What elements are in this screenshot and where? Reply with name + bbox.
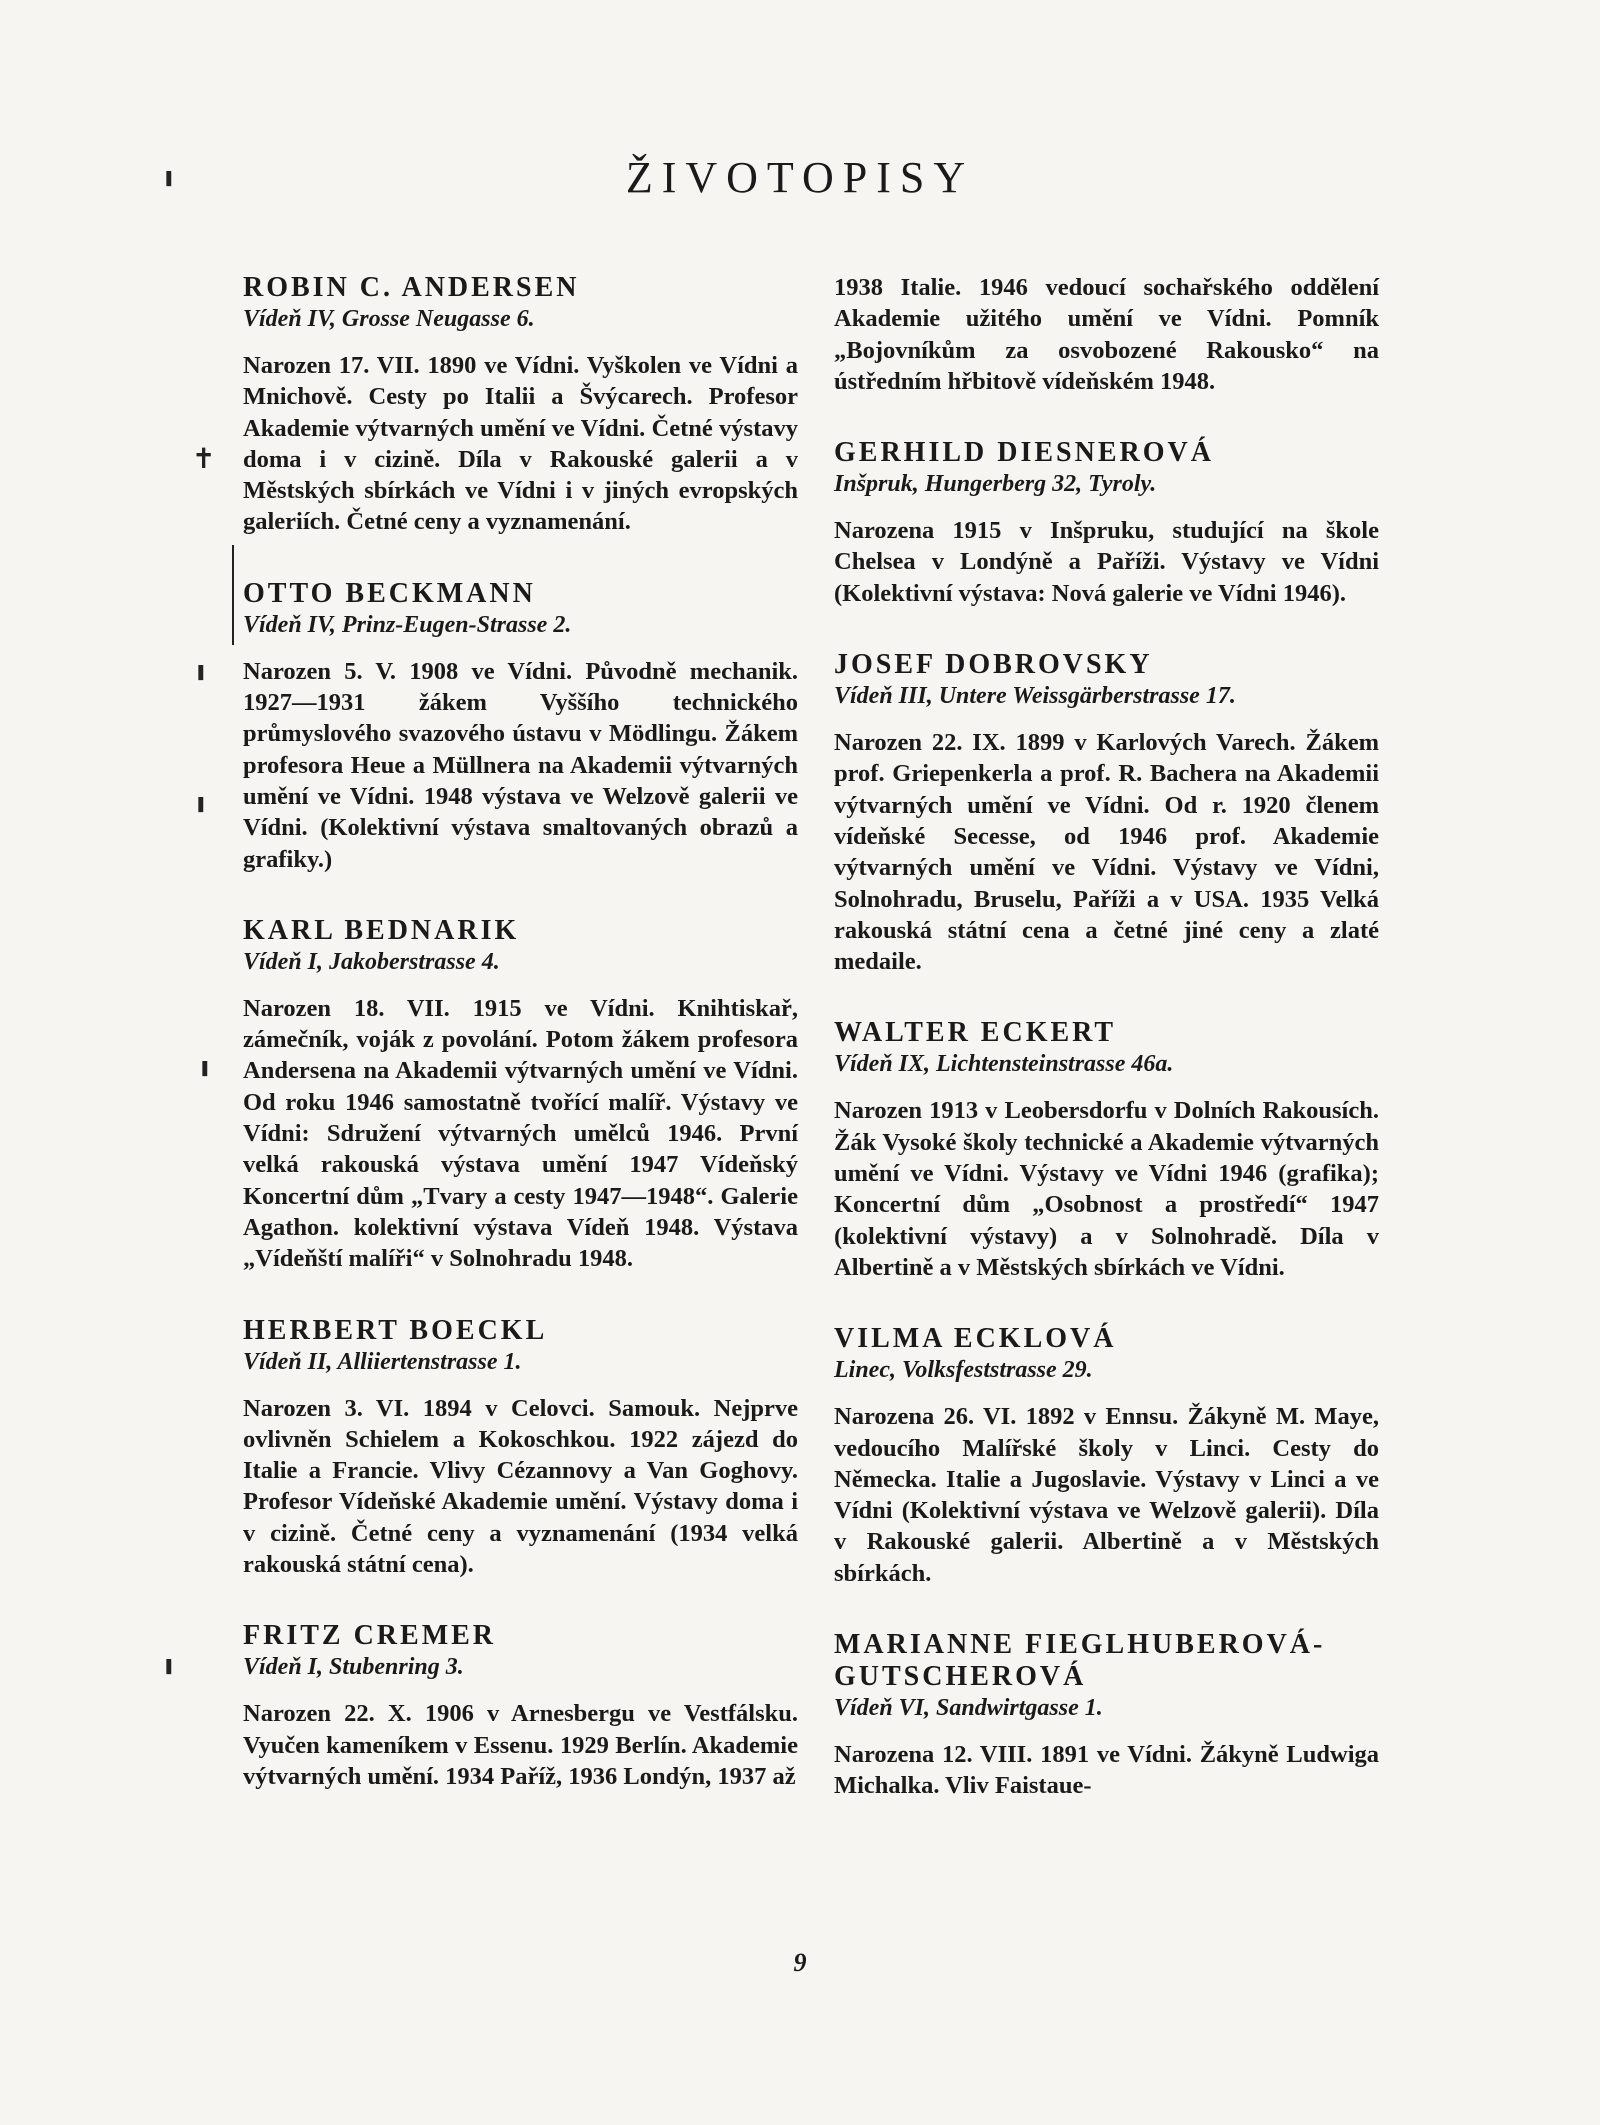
artist-address: Inšpruk, Hungerberg 32, Tyroly. [834,471,1157,498]
artist-address: Vídeň IV, Prinz-Eugen-Strasse 2. [243,611,572,638]
artist-address: Vídeň II, Alliiertenstrasse 1. [243,1348,522,1375]
page-number: 9 [793,1948,807,1977]
artist-address: Vídeň I, Jakoberstrasse 4. [243,948,500,975]
biography-entry [834,1629,1379,1802]
artist-bio: Narozen 17. VII. 1890 ve Vídni. Vyškolen ve Vídni a Mnichově. Cesty po Italii a Švýcarech. Profesor Akademie výtvarných umění ve Vídni. Četné výstavy doma i v cizině. Díla v Rakouské galerii a v Městských sbírkách ve Vídni i v jiných evropských galeriích. Četné ceny a vyznamenání. [243,352,798,536]
artist-bio: Narozena 1915 v Inšpruku, studující na škole Chelsea v Londýně a Paříži. Výstavy ve Vídni (Kolektivní výstava: Nová galerie ve Vídni 1946). [834,517,1379,607]
left-column [243,272,798,1832]
biography-entry [243,578,798,875]
right-column [834,272,1379,1842]
artist-name: FRITZ CREMER [243,1620,497,1652]
biography-entry [243,1620,798,1792]
artist-name: HERBERT BOECKL [243,1314,548,1346]
artist-name: VILMA ECKLOVÁ [834,1323,1117,1355]
artist-address: Vídeň IX, Lichtensteinstrasse 46a. [834,1051,1174,1078]
biography-entry-continued [834,272,1379,397]
artist-name: ROBIN C. ANDERSEN [243,272,580,303]
biography-entry [834,1323,1379,1589]
artist-address: Linec, Volksfeststrasse 29. [834,1357,1093,1384]
artist-name: JOSEF DOBROVSKY [834,649,1153,681]
biography-entry [243,915,798,1275]
margin-mark: ı [200,1050,210,1083]
artist-name: KARL BEDNARIK [243,914,520,946]
artist-name: GERHILD DIESNEROVÁ [834,437,1214,469]
artist-bio: Narozen 3. VI. 1894 v Celovci. Samouk. Nejprve ovlivněn Schielem a Kokoschkou. 1922 zájezd do Italie a Francie. Vlivy Cézannovy a Van Goghovy. Profesor Vídeňské Akademie umění. Výstavy doma i v cizině. Četné ceny a vyznamenání (1934 velká rakouská státní cena). [243,1394,798,1579]
artist-bio: Narozen 18. VII. 1915 ve Vídni. Knihtiskař, zámečník, voják z povolání. Potom žákem profesora Andersena na Akademii výtvarných umění ve Vídni. Od roku 1946 samostatně tvořící malíř. Výstavy ve Vídni: Sdružení výtvarných umělců 1946. První velká rakouská výstava umění 1947 Vídeňský Koncertní dům „Tvary a cesty 1947—1948“. Galerie Agathon. kolektivní výstava Vídeň 1948. Výstava „Vídeňští malíři“ v Solnohradu 1948. [243,994,798,1273]
artist-address: Vídeň I, Stubenring 3. [243,1654,464,1681]
biography-entry [834,649,1379,977]
margin-mark: ı [196,786,206,819]
artist-name: WALTER ECKERT [834,1017,1117,1049]
margin-mark: ı [164,160,174,193]
margin-mark: ı [164,1648,174,1681]
artist-name: OTTO BECKMANN [243,577,536,609]
artist-name: MARIANNE FIEGLHUBEROVÁ-GUTSCHEROVÁ [834,1629,1326,1693]
biography-entry [243,1315,798,1581]
artist-address: Vídeň III, Untere Weissgärberstrasse 17. [834,683,1236,710]
biography-entry [834,1017,1379,1283]
margin-mark: ı [196,654,206,687]
artist-bio: 1938 Italie. 1946 vedoucí sochařského oddělení Akademie užitého umění ve Vídni. Pomník „Bojovníkům za osvobozené Rakousko“ na ústředním hřbitově vídeňském 1948. [834,274,1379,395]
artist-bio: Narozena 26. VI. 1892 v Ennsu. Žákyně M. Maye, vedoucího Malířské školy v Linci. Cesty do Německa. Italie a Jugoslavie. Výstavy v Linci a ve Vídni (Kolektivní výstava ve Welzově galerii). Díla v Rakouské galerii. Albertině a v Městských sbírkách. [834,1403,1379,1587]
artist-address: Vídeň IV, Grosse Neugasse 6. [243,306,535,332]
artist-bio: Narozen 5. V. 1908 ve Vídni. Původně mechanik. 1927—1931 žákem Vyššího technického průmyslového svazového ústavu v Mödlingu. Žákem profesora Heue a Müllnera na Akademii výtvarných umění ve Vídni. 1948 výstava ve Welzově galerii ve Vídni. (Kolektivní výstava smaltovaných obrazů a grafiky.) [243,657,798,873]
artist-bio: Narozen 1913 v Leobersdorfu v Dolních Rakousích. Žák Vysoké školy technické a Akademie výtvarných umění ve Vídni. Výstavy ve Vídni 1946 (grafika); Koncertní dům „Osobnost a prostředí“ 1947 (kolektivní výstavy) a v Solnohradě. Díla v Albertině a v Městských sbírkách ve Vídni. [834,1097,1379,1281]
artist-address: Vídeň VI, Sandwirtgasse 1. [834,1695,1103,1722]
biography-entry [834,437,1379,609]
biography-entry [243,272,798,538]
artist-bio: Narozen 22. IX. 1899 v Karlových Varech. Žákem prof. Griepenkerla a prof. R. Bachera na Akademii výtvarných umění ve Vídni. Od r. 1920 členem vídeňské Secesse, od 1946 prof. Akademie výtvarných umění ve Vídni. Výstavy ve Vídni, Solnohradu, Bruselu, Paříži a v USA. 1935 Velká rakouská státní cena a četné jiné ceny a zlaté medaile. [834,729,1379,976]
page-title: ŽIVOTOPISY [625,153,975,202]
artist-bio: Narozena 12. VIII. 1891 ve Vídni. Žákyně Ludwiga Michalka. Vliv Faistaue- [834,1741,1379,1800]
artist-bio: Narozen 22. X. 1906 v Arnesbergu ve Vestfálsku. Vyučen kameníkem v Essenu. 1929 Berlín. Akademie výtvarných umění. 1934 Paříž, 1936 Londýn, 1937 až [243,1700,798,1790]
margin-mark: ✝ [192,442,216,475]
